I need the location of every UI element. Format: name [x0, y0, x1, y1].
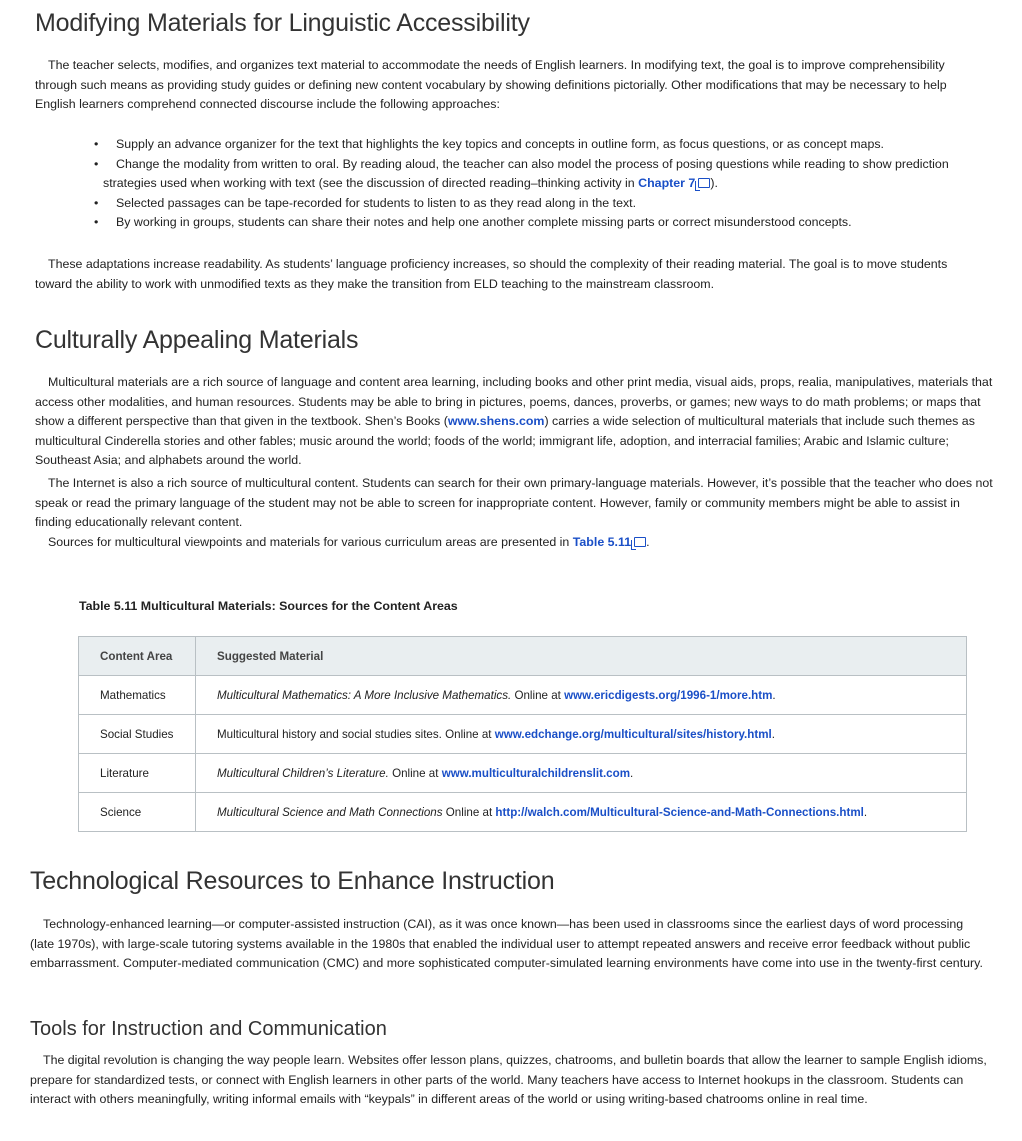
multiculturalchildrenslit-link[interactable]: www.multiculturalchildrenslit.com [441, 766, 631, 780]
table-row [79, 715, 967, 754]
popup-window-icon[interactable] [634, 537, 646, 547]
cell-suggested-material [196, 676, 967, 715]
material-text: Online at [511, 688, 565, 702]
paragraph-multicultural-text-end: ) carries a wide selection of multicultural materials that include such themes as multicultural Cinderella stories and other fables; music around the world; foods of the world; immigrant life, adoption, and interracial families; Arabic and Islamic culture; Southeast Asia; and alphabets around the world. [35, 414, 975, 467]
paragraph-technology-text: Technology-enhanced learning—or computer-assisted instruction (CAI), as it was once known—has been used in classrooms since the earliest days of word processing (late 1970s), with large-scale tutoring systems available in the 1980s that enabled the individual user to attempt repeated answers and receive error feedback without public embarrassment. Computer-mediated communication (CMC) and more sophisticated computer-simulated learning environments have come into use in the twenty-first century. [30, 917, 983, 970]
paragraph-digital-revolution [30, 1051, 1002, 1110]
material-title: Multicultural Mathematics: A More Inclusive Mathematics. [217, 688, 512, 702]
cell-suggested-material [196, 715, 967, 754]
column-header-suggested-material: Suggested Material [196, 637, 967, 676]
popup-window-icon[interactable] [698, 178, 710, 188]
paragraph-adaptations-text: These adaptations increase readability. As students’ language proficiency increases, so should the complexity of their reading material. The goal is to move students toward the ability to work with unmodified texts as they make the transition from ELD teaching to the mainstream classroom. [35, 257, 948, 291]
table-5-11-link[interactable]: Table 5.11 [572, 535, 632, 549]
list-item [94, 135, 966, 155]
cell-content-area: Mathematics [79, 676, 196, 715]
paragraph-sources-text: Sources for multicultural viewpoints and materials for various curriculum areas are presented in [48, 535, 573, 549]
cell-content-area: Literature [79, 754, 196, 793]
material-title: Multicultural Children’s Literature. [217, 766, 389, 780]
paragraph-internet [35, 474, 995, 533]
paragraph-sources-text-end: . [646, 535, 650, 549]
column-header-content-area: Content Area [79, 637, 196, 676]
paragraph-intro [35, 56, 985, 115]
list-item-text: Supply an advance organizer for the text that highlights the key topics and concepts in outline form, as focus questions, or as concept maps. [116, 137, 884, 151]
table-row [79, 676, 967, 715]
bullet-icon: • [94, 156, 99, 171]
material-end: . [863, 805, 868, 819]
cell-content-area: Science [79, 793, 196, 832]
list-item-text: Change the modality from written to oral. By reading aloud, the teacher can also model the process of posing questions while reading to show prediction strategies used when working with text (see the discussion of directed reading–thinking activity in [103, 156, 949, 191]
cell-suggested-material [196, 754, 967, 793]
material-text: Online at [442, 805, 496, 819]
paragraph-multicultural-text: Multicultural materials are a rich source of language and content area learning, including books and other print media, visual aids, props, realia, manipulatives, materials that access other modalities, and human resources. Students may be able to bring in pictures, poems, dances, proverbs, or games; new ways to do math problems; or maps that show a different perspective than that given in the textbook. Shen’s Books ( [35, 375, 993, 428]
material-end: . [772, 688, 776, 702]
paragraph-technology [30, 915, 990, 974]
material-title: Multicultural Science and Math Connections [217, 805, 443, 819]
materials-table [78, 636, 967, 832]
list-item [94, 213, 966, 233]
cell-content-area: Social Studies [79, 715, 196, 754]
bullet-icon: • [94, 215, 99, 230]
section-heading-linguistic-accessibility: Modifying Materials for Linguistic Accessibility [35, 9, 530, 37]
walch-link[interactable]: http://walch.com/Multicultural-Science-and-Math-Connections.html [495, 805, 864, 819]
paragraph-sources [35, 533, 995, 553]
list-item [94, 194, 966, 214]
chapter-7-link[interactable]: Chapter 7 [638, 176, 696, 191]
list-item-text: Selected passages can be tape-recorded for students to listen to as they read along in the text. [116, 195, 637, 210]
material-text: Online at [388, 766, 442, 780]
section-heading-culturally-appealing: Culturally Appealing Materials [35, 326, 359, 354]
paragraph-multicultural [35, 373, 1005, 471]
material-text: Multicultural history and social studies sites. Online at [217, 727, 495, 741]
paragraph-digital-revolution-text: The digital revolution is changing the way people learn. Websites offer lesson plans, quizzes, chatrooms, and bulletin boards that allow the learner to sample English idioms, prepare for standardized tests, or connect with English learners in other parts of the world. Many teachers have access to Internet hookups in the classroom. Students can interact with others meaningfully, writing informal emails with “keypals” in different areas of the world or using writing-based chatrooms online in real time. [30, 1053, 987, 1106]
paragraph-adaptations [35, 255, 985, 294]
approaches-list [94, 135, 966, 233]
bullet-icon: • [94, 195, 99, 210]
material-end: . [630, 766, 634, 780]
cell-suggested-material [196, 793, 967, 832]
paragraph-internet-text: The Internet is also a rich source of multicultural content. Students can search for their own primary-language materials. However, it’s possible that the teacher who does not speak or read the primary language of the student may not be able to screen for inappropriate content. However, family or community members might be able to assist in finding educationally relevant content. [35, 476, 993, 529]
edchange-link[interactable]: www.edchange.org/multicultural/sites/history.html [494, 727, 772, 741]
list-item-text: By working in groups, students can share their notes and help one another complete missing parts or correct misunderstood concepts. [116, 215, 852, 230]
paragraph-intro-text: The teacher selects, modifies, and organizes text material to accommodate the needs of English learners. In modifying text, the goal is to improve comprehensibility through such means as providing study guides or defining new content vocabulary by showing definitions pictorially. Other modifications that may be necessary to help English learners comprehend connected discourse include the following approaches: [35, 58, 947, 111]
table-row [79, 754, 967, 793]
shens-link[interactable]: www.shens.com [447, 414, 545, 428]
section-heading-technological-resources: Technological Resources to Enhance Instruction [30, 867, 555, 895]
material-end: . [771, 727, 775, 741]
subsection-heading-tools: Tools for Instruction and Communication [30, 1018, 387, 1040]
table-caption: Table 5.11 Multicultural Materials: Sources for the Content Areas [79, 599, 458, 613]
table-row [79, 793, 967, 832]
ericdigests-link[interactable]: www.ericdigests.org/1996-1/more.htm [564, 688, 773, 702]
bullet-icon: • [94, 137, 99, 151]
list-item-text-end: ). [710, 176, 718, 191]
list-item [94, 155, 966, 194]
table-header-row [79, 637, 967, 676]
